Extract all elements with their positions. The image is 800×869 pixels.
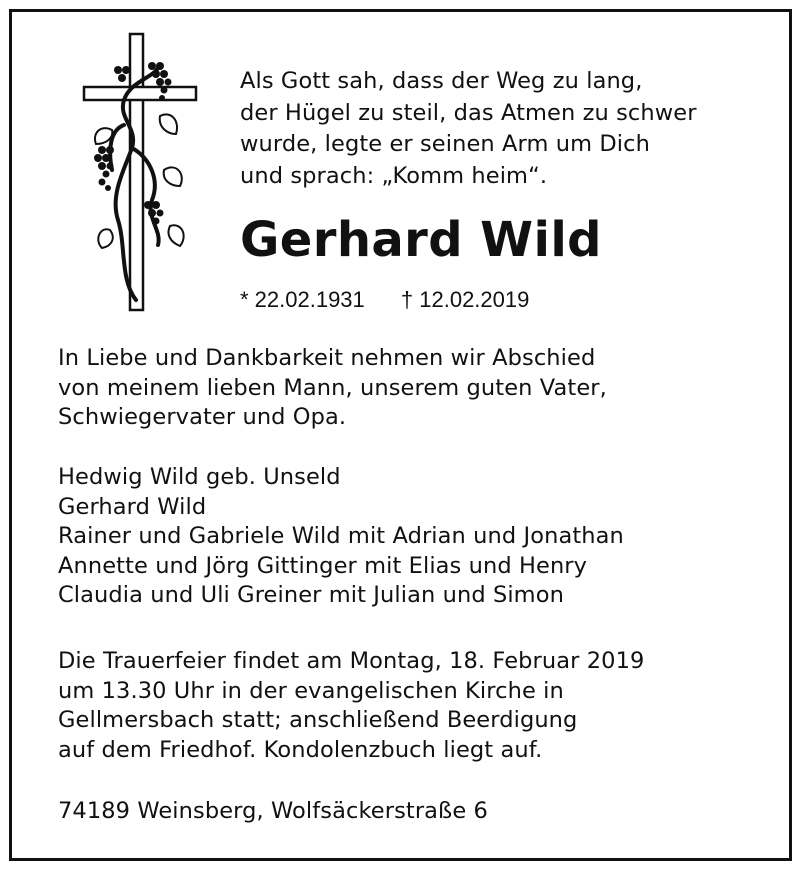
poem-line: und sprach: „Komm heim“. bbox=[240, 162, 548, 189]
poem-line: wurde, legte er seinen Arm um Dich bbox=[240, 131, 650, 157]
birth-date: * 22.02.1931 bbox=[240, 287, 365, 312]
deceased-name: Gerhard Wild bbox=[240, 212, 602, 268]
life-dates bbox=[240, 286, 529, 314]
mourner-line: Rainer und Gabriele Wild mit Adrian und Jonathan bbox=[58, 523, 624, 549]
poem-line: Als Gott sah, dass der Weg zu lang, bbox=[240, 68, 643, 94]
service-line: um 13.30 Uhr in der evangelischen Kirche in bbox=[58, 677, 564, 704]
poem-line: der Hügel zu steil, das Atmen zu schwer bbox=[240, 99, 697, 126]
farewell-line: von meinem lieben Mann, unserem guten Vater, bbox=[58, 374, 607, 401]
service-line: Die Trauerfeier findet am Montag, 18. Februar 2019 bbox=[58, 648, 645, 674]
mourners-list bbox=[58, 463, 624, 611]
family-address: 74189 Weinsberg, Wolfsäckerstraße 6 bbox=[58, 798, 488, 824]
memorial-poem bbox=[240, 66, 697, 192]
mourner-line: Annette und Jörg Gittinger mit Elias und Henry bbox=[58, 552, 588, 579]
farewell-line: In Liebe und Dankbarkeit nehmen wir Abschied bbox=[58, 345, 596, 371]
mourner-line: Claudia und Uli Greiner mit Julian und Simon bbox=[58, 582, 564, 608]
death-date: † 12.02.2019 bbox=[400, 287, 530, 312]
service-line: Gellmersbach statt; anschließend Beerdigung bbox=[58, 707, 578, 733]
mourner-line: Hedwig Wild geb. Unseld bbox=[58, 464, 341, 490]
mourner-line: Gerhard Wild bbox=[58, 493, 207, 520]
funeral-service-info bbox=[58, 647, 644, 765]
farewell-line: Schwiegervater und Opa. bbox=[58, 404, 347, 430]
farewell-text bbox=[58, 344, 607, 433]
service-line: auf dem Friedhof. Kondolenzbuch liegt auf. bbox=[58, 736, 543, 763]
cross-with-grapevine-icon bbox=[80, 30, 200, 312]
